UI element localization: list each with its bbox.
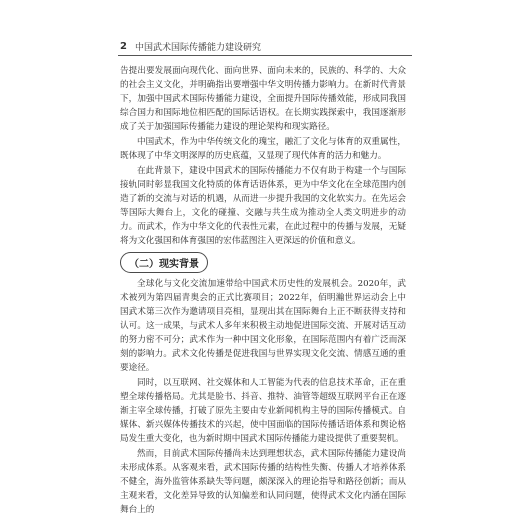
- header-rule: [118, 55, 412, 56]
- paragraph: 同时，以互联网、社交媒体和人工智能为代表的信息技术革命，正在重塑全球传播格局。尤其是脸书、抖音、推特、油管等超级互联网平台正在逐渐主宰全球传播，打破了原先主要由专业新闻机构主导的国际传播模式。自媒体、新兴媒体传播技术的兴起，使中国面临的国际传播话语体系和舆论格局发生重大变化，也为新时期中国武术国际传播能力建设提供了重要契机。: [120, 378, 406, 444]
- book-title: 中国武术国际传播能力建设研究: [134, 42, 261, 53]
- running-head: [120, 38, 420, 54]
- paragraph: 在此背景下，建设中国武术的国际传播能力不仅有助于构建一个与国际接轨同时彰显我国文化特质的体育话语体系，更为中华文化在全球范围内创造了新的交流与对话的机遇，从而进一步提升我国的文化软实力。在先运会等国际大舞台上，文化的碰撞、交融与共生成为推动全人类文明进步的动力。而武术，作为中华文化的代表性元素，在此过程中的传播与发展，无疑将为文化强国和体育强国的宏伟蓝图注入更深远的价值和意义。: [120, 166, 406, 246]
- page-number: 2: [120, 40, 127, 52]
- section-heading: （二）现实背景: [120, 252, 208, 273]
- paragraph: 全球化与文化交流加速带给中国武术历史性的发展机会。2020年，武术被列为第四届青奥会的正式比赛项目；2022年，佰明瀚世界运动会上中国武术第三次作为邀请项目亮相，显现出其在国际舞台上正不断获得支持和认可。这一成果，与武术人多年来积极主动地促进国际交流、开展对话互动的努力密不可分；武术作为一种中国文化形象，在国际范围内有着广泛而深刻的影响力。武术文化传播是促进我国与世界实现文化交流、情感互通的重要途径。: [120, 279, 406, 373]
- body-text: [120, 64, 406, 517]
- paragraph: 中国武术，作为中华传统文化的瑰宝，融汇了文化与体育的双重属性，既体现了中华文明深厚的历史底蕴，又显现了现代体育的活力和魅力。: [120, 137, 406, 161]
- paragraph-continued: 告提出要发展面向现代化、面向世界、面向未来的，民族的、科学的、大众的社会主义文化，并明确指出要增强中华文明传播力影响力。在新时代背景下，加强中国武术国际传播能力建设，全面提升国际传播效能，形成同我国综合国力和国际地位相匹配的国际话语权。在长期实践探索中，我国逐渐形成了关于加强国际传播能力建设的理论架构和现实路径。: [120, 66, 406, 132]
- paragraph: 然而，目前武术国际传播尚未达到理想状态，武术国际传播能力建设尚未形成体系。从客观来看，武术国际传播的结构性失衡、传播人才培养体系不健全，海外监管体系缺失等问题，颇深深入的理论指导和路径创新；而从主观来看，文化差异导致的认知偏差和认同问题，使得武术文化内涵在国际舞台上的: [120, 449, 406, 515]
